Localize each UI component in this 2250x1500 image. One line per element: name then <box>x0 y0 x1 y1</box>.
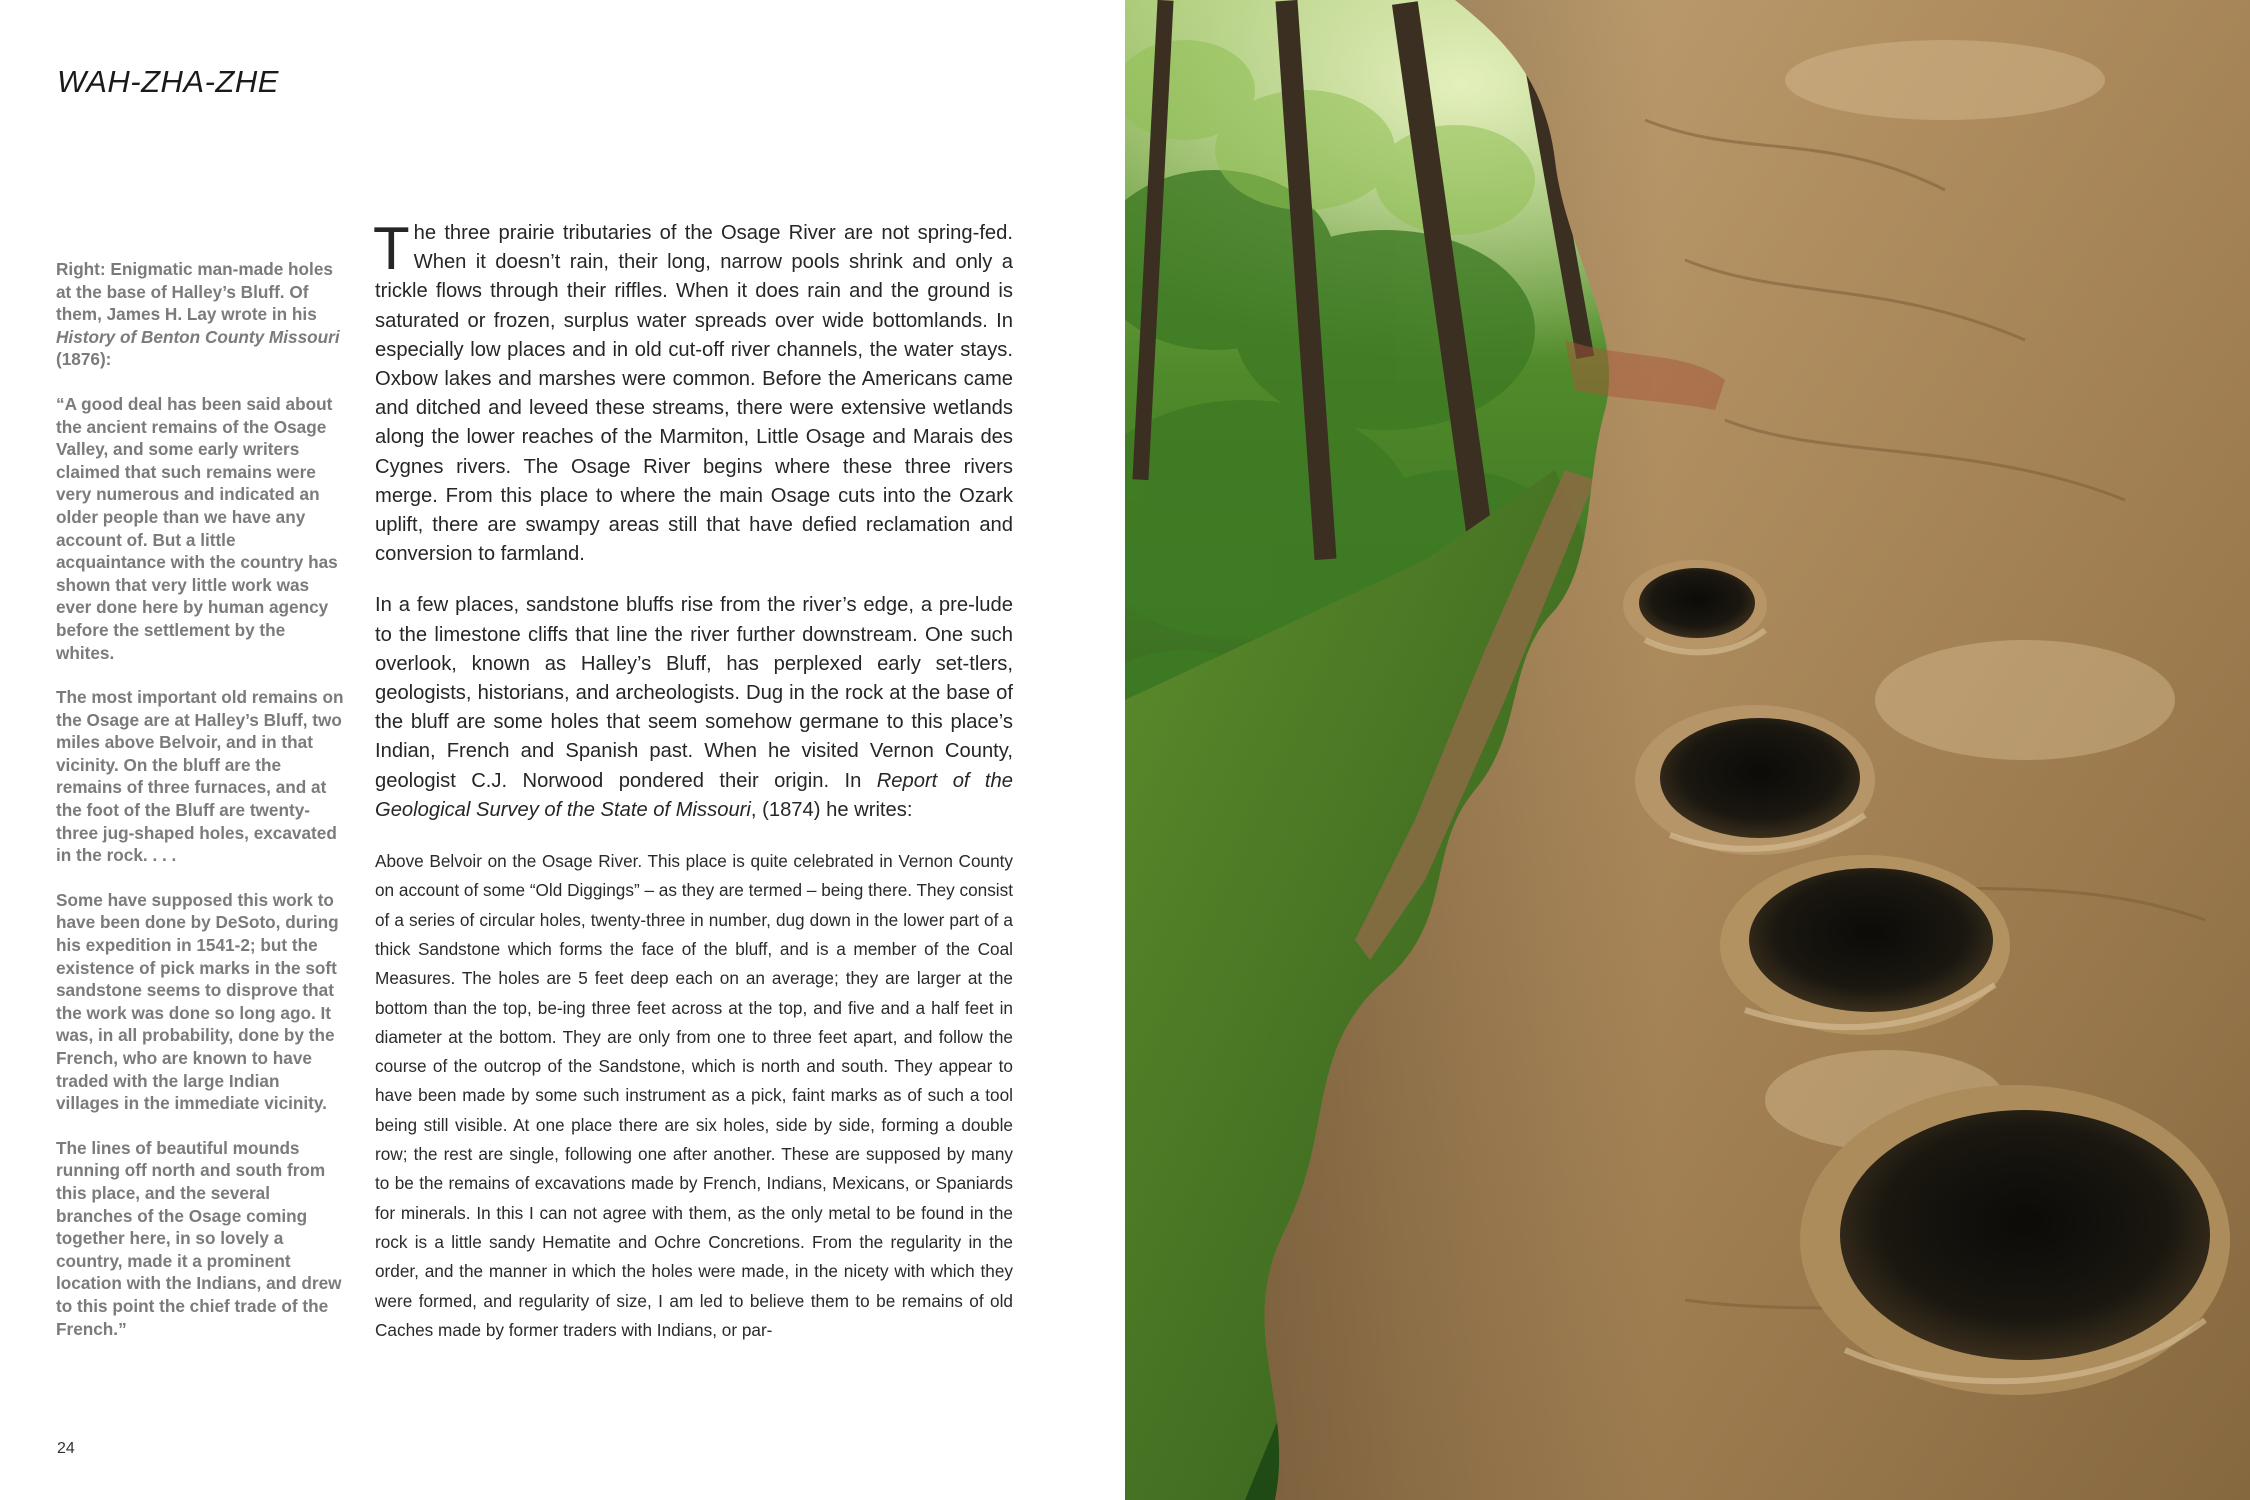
section-title: WAH-ZHA-ZHE <box>57 64 279 99</box>
body-paragraph-2-end: , (1874) he writes: <box>750 798 913 821</box>
sidebar-quote-paragraph: The most important old remains on the Osage are at Halley’s Bluff, two miles above Belvoir, and in that vicinity. On the bluff are the remains of three furnaces, and at the foot of the Bluff are twenty-three jug-shaped holes, excavated in the rock. . . . <box>56 687 344 866</box>
caption-intro-text: Right: Enigmatic man-made holes at the base of Halley’s Bluff. Of them, James H. Lay wrote in his <box>56 259 333 325</box>
body-paragraph-2-text: In a few places, sandstone bluffs rise from the river’s edge, a pre-lude to the limestone cliffs that line the river further downstream. One such overlook, known as Halley’s Bluff, has perplexed early set-tlers, geologists, historians, and archeologists. Dug in the rock at the base of the bluff are some holes that seem somehow germane to this place’s Indian, French and Spanish past. When he visited Vernon County, geologist C.J. Norwood pondered their origin. In <box>375 594 1013 792</box>
caption-year: (1876): <box>56 349 112 370</box>
caption-book-title: History of Benton County Missouri <box>56 326 340 347</box>
photo-illustration <box>1125 0 2250 1500</box>
block-quote: Above Belvoir on the Osage River. This place is quite celebrated in Vernon County on account of some “Old Diggings” – as they are termed – being there. They consist of a series of circular holes, twenty-three in number, dug down in the lower part of a thick Sandstone which forms the face of the bluff, and is a member of the Coal Measures. The holes are 5 feet deep each on an average; they are larger at the bottom than the top, be-ing three feet across at the top, and five and a half feet in diameter at the bottom. They are only from one to three feet apart, and follow the course of the outcrop of the Sandstone, which is north and south. They appear to have been made by some such instrument as a pick, faint marks as of such a tool being still visible. At one place there are six holes, side by side, forming a double row; the rest are single, following one after another. These are supposed by many to be the remains of excavations made by French, Indians, Mexicans, or Spaniards for minerals. In this I can not agree with them, as the only metal to be found in the rock is a little sandy Hematite and Ochre Concretions. From the regularity in the order, and the manner in which the holes were made, in the nicety with which they were formed, and regularity of size, I am led to believe them to be remains of old Caches made by former traders with Indians, or par- <box>375 851 1013 1340</box>
body-paragraph-2 <box>375 591 1013 825</box>
sidebar-quote-paragraph: Some have supposed this work to have been done by DeSoto, during his expedition in 1541-2; but the existence of pick marks in the soft sandstone seems to disprove that the work was done so long ago. It was, in all probability, done by the French, who are known to have traded with the large Indian villages in the immediate vicinity. <box>56 889 339 1114</box>
drop-cap: T <box>373 215 410 282</box>
page-number: 24 <box>57 1440 75 1457</box>
sandstone-bluff-photo <box>1125 0 2250 1500</box>
sidebar-quote-paragraph: “A good deal has been said about the ancient remains of the Osage Valley, and some early writers claimed that such remains were very numerous and indicated an older people than we have any account of. But a little acquaintance with the country has shown that very little work was ever done here by human agency before the settlement by the whites. <box>56 393 338 663</box>
sidebar-caption <box>56 258 346 1362</box>
sidebar-quote-paragraph: The lines of beautiful mounds running off north and south from this place, and the several branches of the Osage coming together here, in so lovely a country, made it a prominent location with the Indians, and drew to this point the chief trade of the French.” <box>56 1137 342 1339</box>
main-body-text <box>373 215 1013 1367</box>
body-paragraph-1-text: he three prairie tributaries of the Osage River are not spring-fed. When it doesn’t rain, their long, narrow pools shrink and only a trickle flows through their riffles. When it does rain and the ground is saturated or frozen, surplus water spreads over wide bottomlands. In especially low places and in old cut-off river channels, the water stays. Oxbow lakes and marshes were common. Before the Americans came and ditched and leveed these streams, there were extensive wetlands along the lower reaches of the Marmiton, Little Osage and Marais des Cygnes rivers. The Osage River begins where these three rivers merge. From this place to where the main Osage cuts into the Ozark uplift, there are swampy areas still that have defied reclamation and conversion to farmland. <box>375 222 1013 566</box>
caption-intro <box>56 258 346 371</box>
body-paragraph-1 <box>373 215 1013 569</box>
report-title: Report of the Geological Survey of the State of Missouri <box>375 769 1013 821</box>
